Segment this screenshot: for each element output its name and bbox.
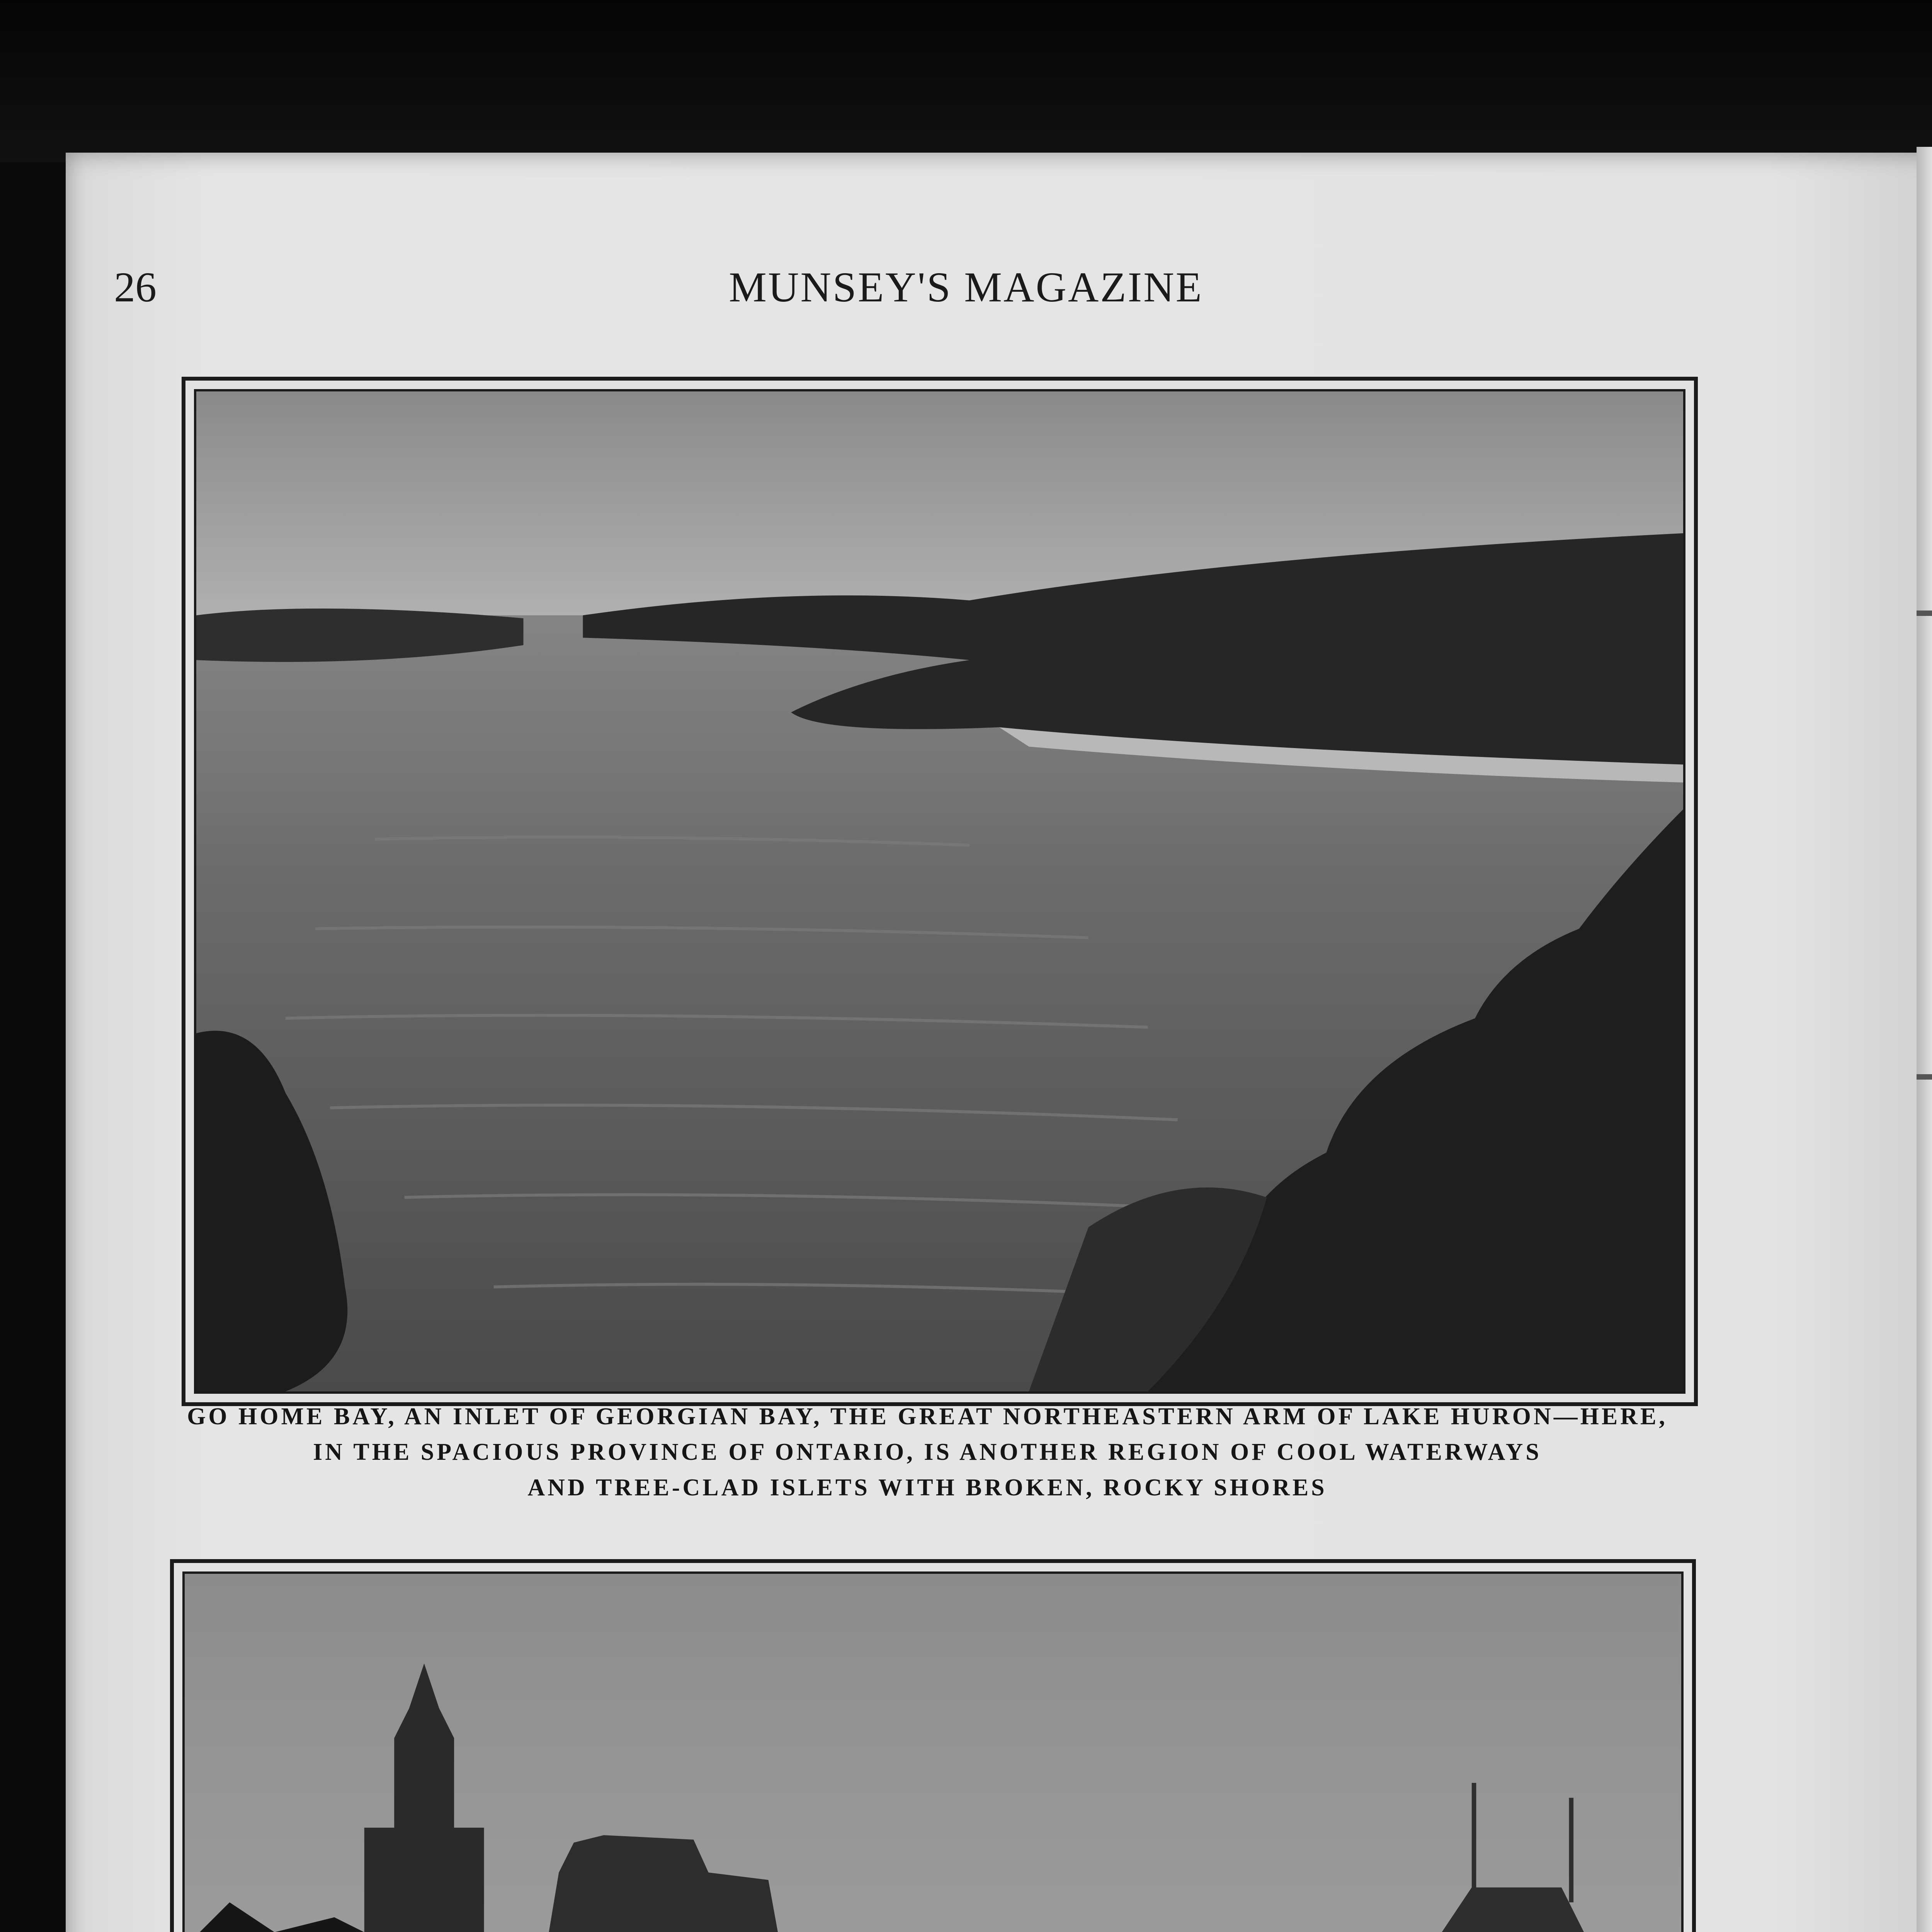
caption-line: GO HOME BAY, AN INLET OF GEORGIAN BAY, THE GREAT NORTHEASTERN ARM OF LAKE HURON—HERE, [187, 1403, 1668, 1430]
photo-plate-go-home-bay [182, 377, 1698, 1406]
caption-line: AND TREE-CLAD ISLETS WITH BROKEN, ROCKY SHORES [527, 1475, 1327, 1501]
scan-border [0, 0, 1932, 162]
book-spine [1917, 147, 1932, 1932]
lake-inlet-photograph [196, 391, 1683, 1391]
spine-notch [1917, 1074, 1932, 1080]
spine-notch [1917, 611, 1932, 616]
running-head: MUNSEY'S MAGAZINE [729, 264, 1203, 311]
castle-on-island-photograph [185, 1574, 1681, 1932]
caption-line: IN THE SPACIOUS PROVINCE OF ONTARIO, IS ANOTHER REGION OF COOL WATERWAYS [313, 1439, 1542, 1465]
photo-plate-boldts-castle [170, 1559, 1696, 1932]
photo-caption-go-home-bay [155, 1399, 1700, 1505]
page-number: 26 [114, 264, 156, 311]
